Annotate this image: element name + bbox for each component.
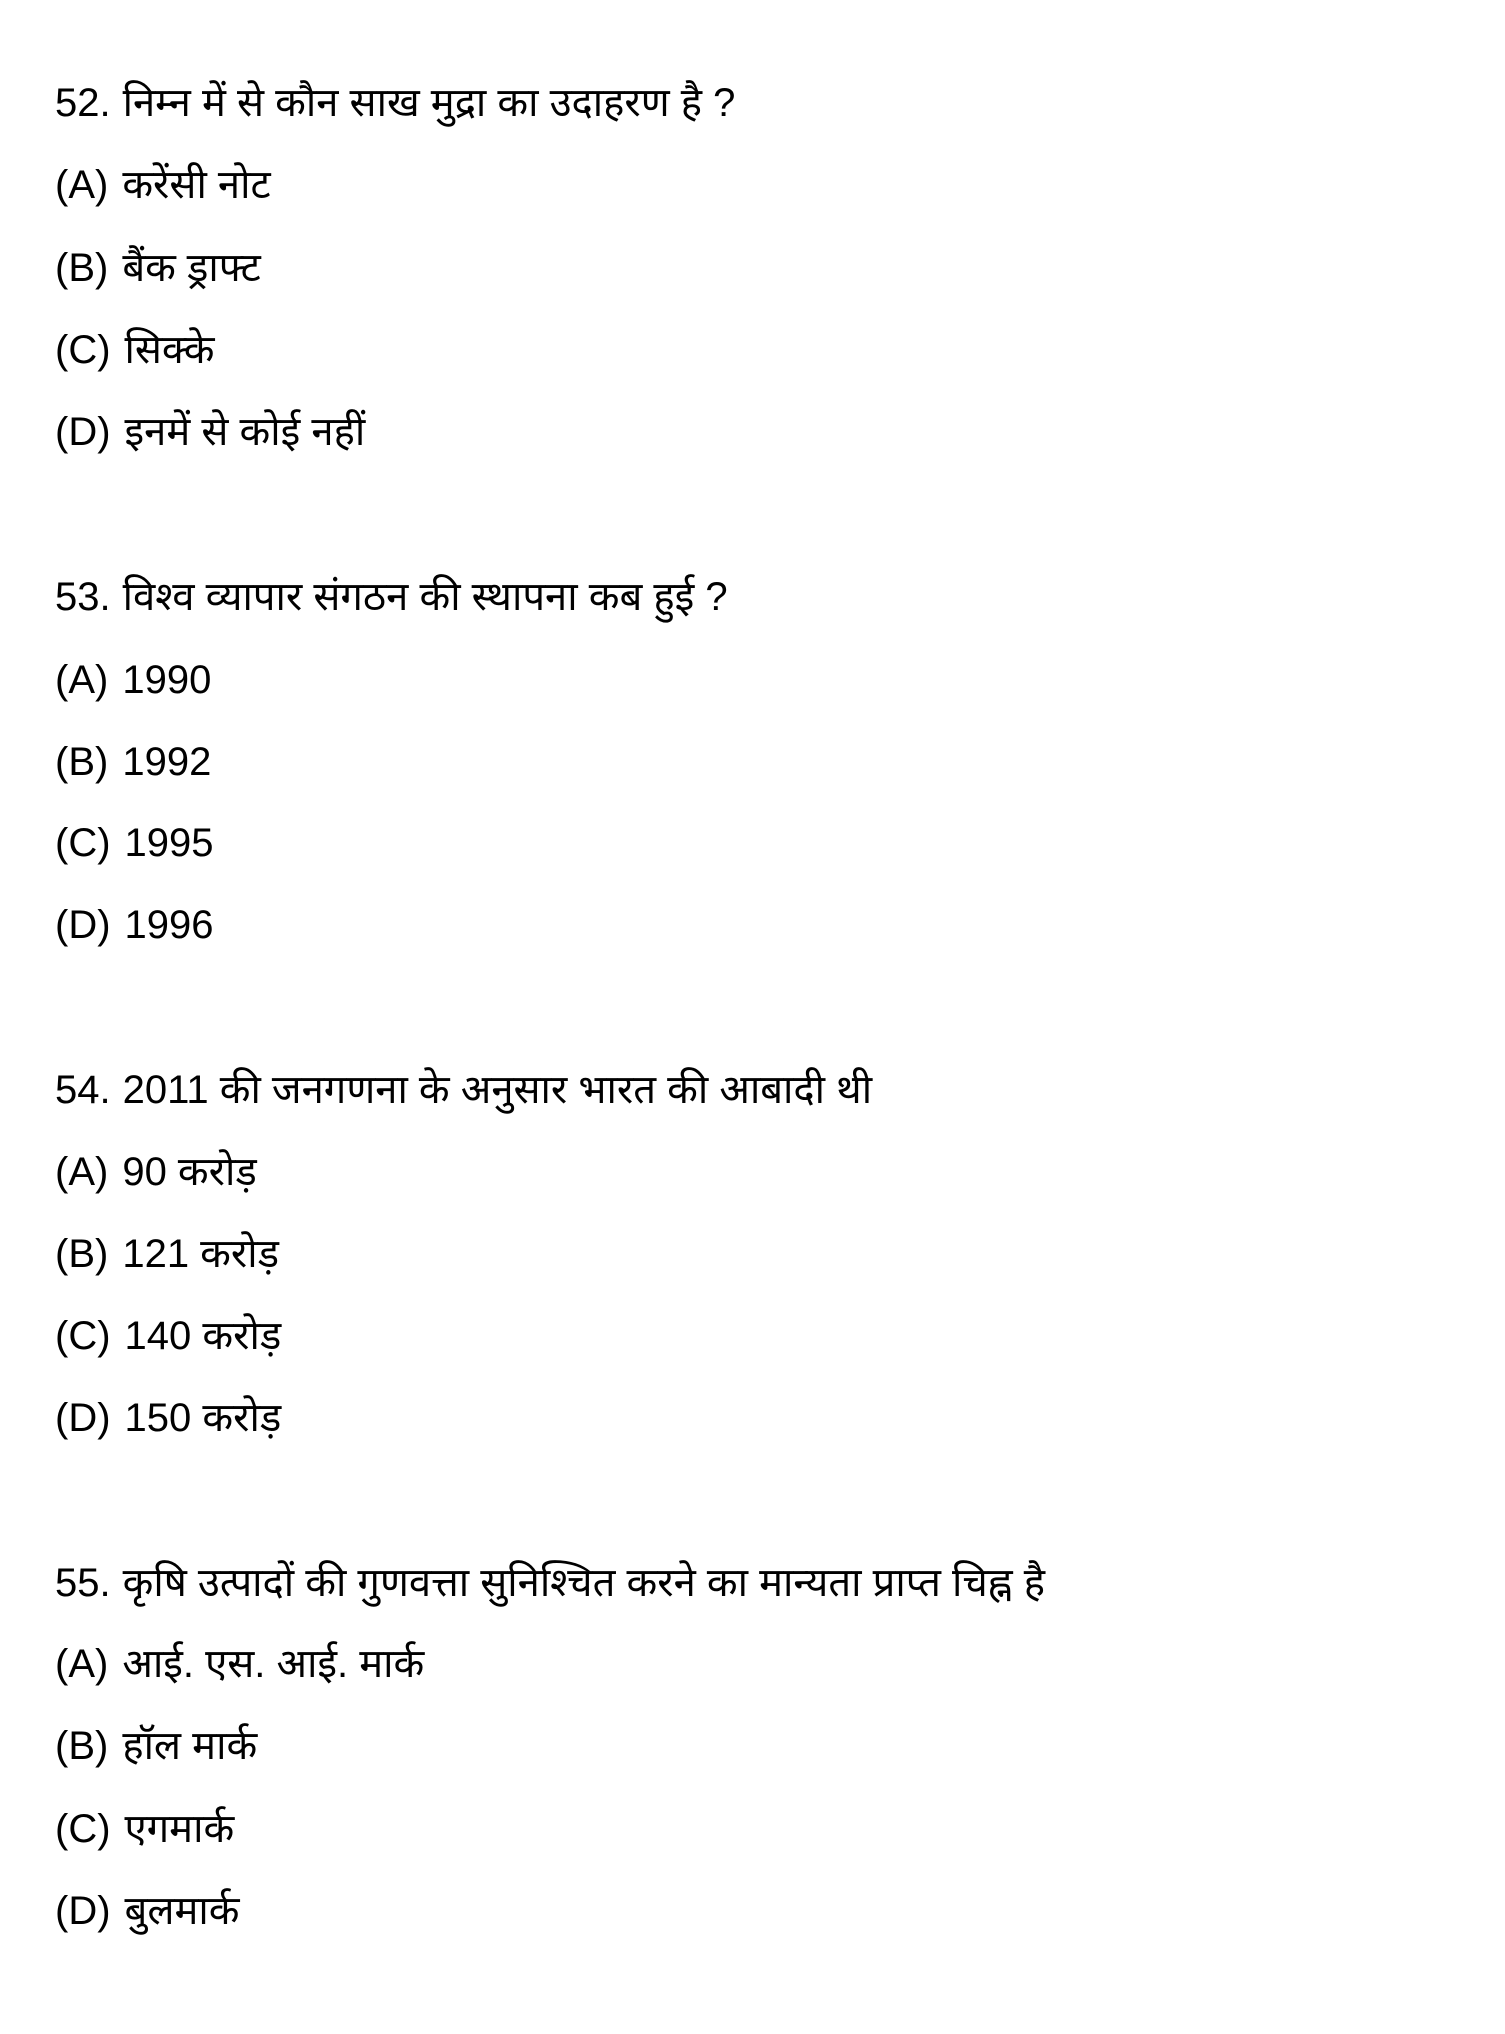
option-label: (C) [55,821,111,865]
option-52-a[interactable] [55,161,271,209]
option-54-b[interactable] [55,1230,279,1278]
option-54-d[interactable] [55,1394,281,1442]
option-53-b[interactable] [55,738,211,786]
option-label: (B) [55,246,109,290]
question-text: कृषि उत्पादों की गुणवत्ता सुनिश्चित करने का मान्यता प्राप्त चिह्न है [122,1561,1045,1605]
option-label: (A) [55,163,109,207]
question-53 [55,573,728,621]
question-55 [55,1559,1045,1607]
option-label: (D) [55,1889,111,1933]
option-label: (A) [55,1150,109,1194]
option-label: (D) [55,903,111,947]
option-text: हॉल मार्क [122,1724,258,1768]
option-55-a[interactable] [55,1640,424,1688]
option-label: (A) [55,658,109,702]
question-number: 54. [55,1068,111,1112]
option-label: (C) [55,1807,111,1851]
option-54-a[interactable] [55,1148,257,1196]
option-label: (D) [55,410,111,454]
option-54-c[interactable] [55,1312,281,1360]
option-label: (C) [55,1314,111,1358]
option-text: एगमार्क [124,1807,235,1851]
question-text: निम्न में से कौन साख मुद्रा का उदाहरण है ? [122,81,736,125]
option-55-c[interactable] [55,1805,234,1853]
option-53-d[interactable] [55,901,214,949]
option-text: करेंसी नोट [122,163,271,207]
question-text: विश्व व्यापार संगठन की स्थापना कब हुई ? [122,575,728,619]
option-label: (A) [55,1642,109,1686]
question-text: 2011 की जनगणना के अनुसार भारत की आबादी थी [122,1068,873,1112]
option-label: (B) [55,740,109,784]
option-text: इनमें से कोई नहीं [124,410,366,454]
option-52-d[interactable] [55,408,365,456]
option-55-d[interactable] [55,1887,240,1935]
option-label: (D) [55,1396,111,1440]
option-text: 1995 [124,821,214,865]
option-55-b[interactable] [55,1722,257,1770]
option-52-b[interactable] [55,244,261,292]
question-number: 52. [55,81,111,125]
option-text: 1992 [122,740,212,784]
option-52-c[interactable] [55,326,214,374]
option-label: (B) [55,1724,109,1768]
question-54 [55,1066,872,1114]
question-52 [55,79,735,127]
option-text: 1990 [122,658,212,702]
option-text: 150 करोड़ [124,1396,282,1440]
option-text: 140 करोड़ [124,1314,282,1358]
option-text: 121 करोड़ [122,1232,280,1276]
option-53-c[interactable] [55,819,214,867]
question-number: 53. [55,575,111,619]
option-label: (B) [55,1232,109,1276]
question-number: 55. [55,1561,111,1605]
option-text: बुलमार्क [124,1889,240,1933]
option-text: सिक्के [124,328,215,372]
option-text: बैंक ड्राफ्ट [122,246,261,290]
option-text: 90 करोड़ [122,1150,257,1194]
option-text: 1996 [124,903,214,947]
option-text: आई. एस. आई. मार्क [122,1642,425,1686]
option-53-a[interactable] [55,656,211,704]
option-label: (C) [55,328,111,372]
